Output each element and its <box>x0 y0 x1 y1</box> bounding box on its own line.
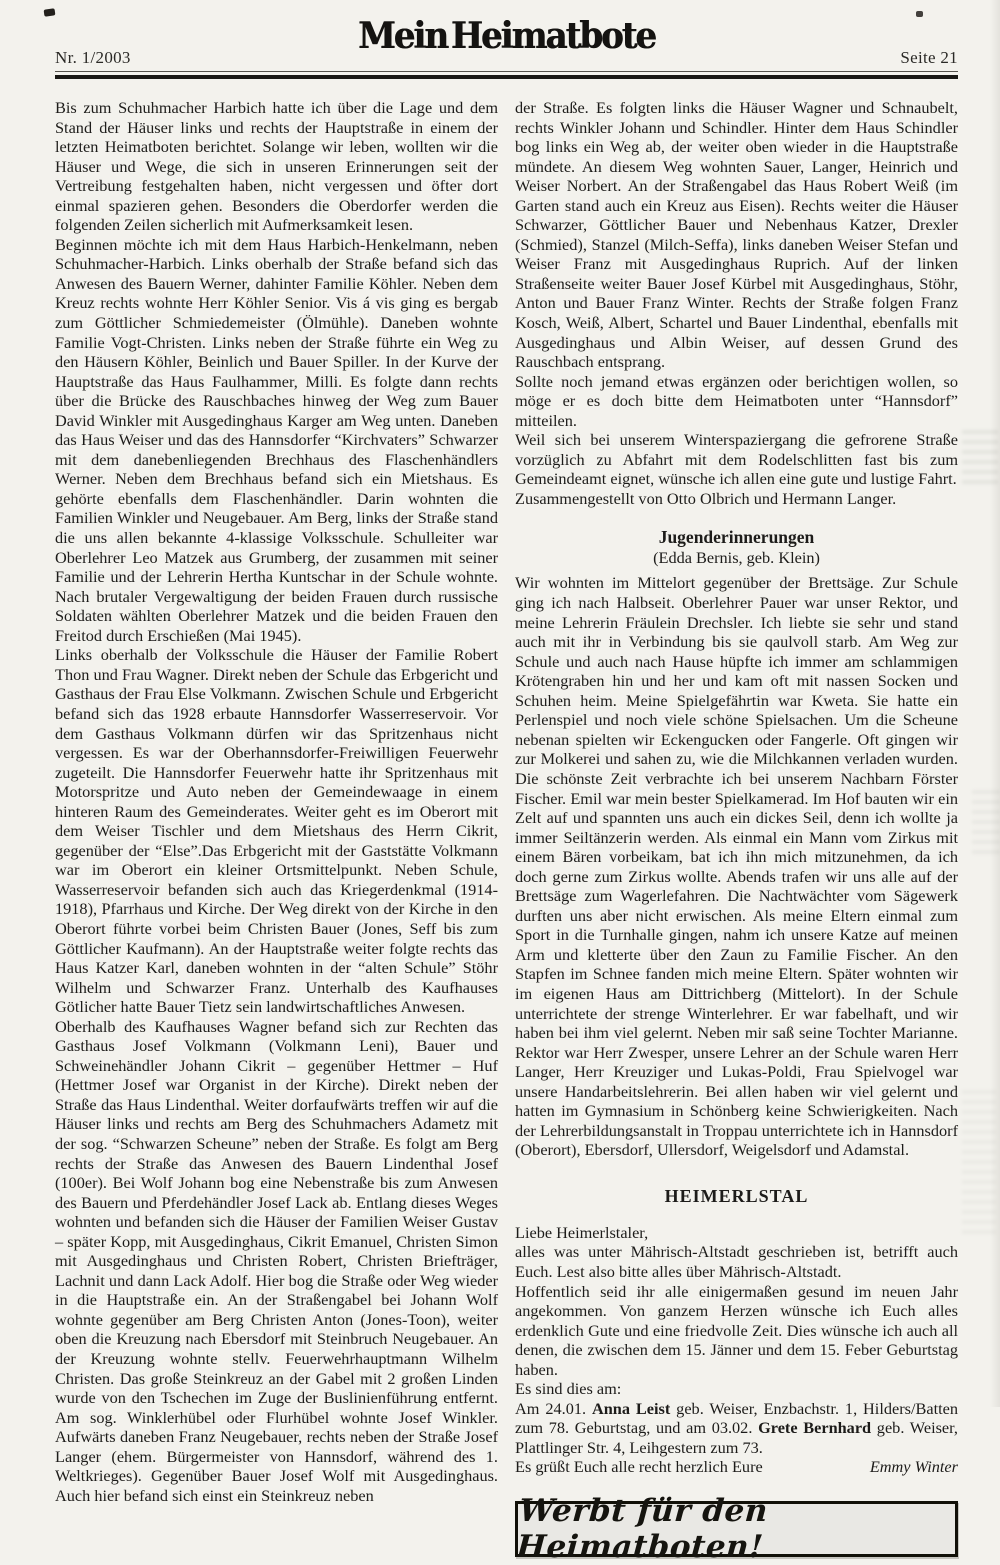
birthday-text: geb. Weiser, Plattlinger Str. 4, Leihgestern zum 73. <box>515 1418 959 1457</box>
salutation: Liebe Heimerlstaler, <box>515 1222 649 1242</box>
memoir-section-title: Jugenderinnerungen <box>658 527 815 548</box>
left-column <box>55 98 498 1557</box>
closing-text: Es grüßt Euch alle recht herzlich Eure <box>515 1457 763 1477</box>
article-paragraph: Sollte noch jemand etwas ergänzen oder berichtigen wollen, so möge er es doch bitte dem Heimatboten unter “Hannsdorf” mitteilen. <box>515 371 958 430</box>
closing-row <box>515 1457 958 1477</box>
article-paragraph: der Straße. Es folgten links die Häuser Wagner und Schnaubelt, rechts Winkler Johann und Schindler. Hinter dem Haus Schindler bog links ein Weg ab, der weiter oben wieder in die Hauptstraße mündete. An diesem Weg wohnten Sauer, Langer, Heinrich und Weiser Norbert. An der Straßengabel das Haus Robert Weiß (im Garten stand auch ein Kreuz aus Eisen). Rechts weiter die Häuser Schwarzer, Göttlicher Bauer und Nebenhaus Katzer, Drexler (Schmied), Stanzel (Milch-Seffa), links daneben Weiser Stefan und Weiser Franz mit Ausgedinghaus Ruprich. Auf der linken Straßenseite weiter Bauer Josef Kürbel mit Ausgedinghaus, Stöhr, Anton und Bauer Franz Winter. Rechts der Straße folgen Franz Kosch, Weiß, Albert, Schartel und Bauer Lindenthal, ebenfalls mit Ausgedinghaus und Albin Weiser, auf dessen Grund des Rauschbach entsprang. <box>515 98 958 372</box>
page-number: Seite 21 <box>900 48 958 67</box>
article-paragraph: Links oberhalb der Volksschule die Häuser der Familie Robert Thon und Frau Wagner. Direkt neben der Schule das Erbgericht und Gasthaus der Frau Else Volkmann. Zwischen Schule und Erbgericht befand sich das 1928 erbaute Hannsdorfer Wasserreservoir. Vor dem Gasthaus Volkmann dürfen wir das Spritzenhaus nicht vergessen. Es war der Oberhannsdorfer-Freiwilligen Feuerwehr zugeteilt. Die Hannsdorfer Feuerwehr hatte ihr Spritzenhaus mit Motorspritze und Auto neben der Gemeindewaage in einem hinteren Raum des Gemeinderates. Weiter geht es im Oberort mit dem Weiser Tischler und dem Mietshaus des Herrn Cikrit, gegenüber der “Else”.Das Erbgericht mit der Gaststätte Volkmann war im Oberort ein kleiner Ortsmittelpunkt. Neben Schule, Wasserreservoir befanden sich auch das Kriegerdenkmal (1914-1918), Pfarrhaus und Kirche. Der Weg direkt von der Kirche in den Oberort führte vorbei beim Christen Bauer (Jones, Seff bis zum Göttlicher Kaufmann). An der Hauptstraße weiter folgte rechts das Haus Katzer Karl, daneben wohnten in der “alten Schule” Stöhr Wilhelm und Schwarzer Franz. Unterhalb des Kaufhauses Götlicher hatte Bauer Tietz sein landwirtschaftliches Anwesen. <box>55 645 498 1017</box>
article-paragraph: Beginnen möchte ich mit dem Haus Harbich-Henkelmann, neben Schuhmacher-Harbich. Links oberhalb der Straße befand sich das Anwesen des Bauern Werner, dahinter Familie Köhler. Neben dem Kreuz rechts wohnte Herr Köhler Senior. Vis á vis ging es bergab zum Göttlicher Schmiedemeister (Ölmühle). Daneben wohnte Familie Vogt-Christen. Links neben der Straße führte ein Weg zu den Häusern Köhler, Beinlich und Bauer Spiller. In der Kurve der Hauptstraße das Haus Faulhammer, Milli. Es folgte dann rechts über die Brücke des Rauschbaches hinweg der Weg zum Bauer David Winkler mit Ausgedinghaus Karger am Weg unten. Daneben das Haus Weiser und das des Hannsdorfer “Kirchvaters” Schwarzer mit dem danebenliegenden Brechhaus des Flaschenhändlers Werner. Neben dem Brechhaus befand sich ein Mietshaus. Es gehörte ebenfalls dem Flaschenhändler. Darin wohnten die Familien Winkler und Neugebauer. Am Berg, links der Straße stand die uns allen bekannte 4-klassige Volksschule. Schulleiter war Oberlehrer Leo Matzek aus Grumberg, der zusammen mit seiner Familie und der Lehrerin Hertha Kuntschar in der Schule wohnte. Nach brutaler Vergewaltigung der beiden Frauen durch russische Soldaten wählten Oberlehrer Matzek und die beiden Frauen den Freitod durch Erschießen (Mai 1945). <box>55 234 498 645</box>
issue-number: Nr. 1/2003 <box>55 48 131 67</box>
birthday-name: Anna Leist <box>591 1398 671 1418</box>
birthday-name: Grete Bernhard <box>758 1418 872 1438</box>
advert-slogan: Werbt für den Heimatboten! <box>515 1493 770 1565</box>
right-column <box>515 98 959 1565</box>
scan-edge-shade <box>990 0 1000 1407</box>
masthead-logo: Mein Heimatbote <box>358 14 655 58</box>
heimerlstal-section-title: HEIMERLSTAL <box>664 1185 809 1206</box>
birthday-text: geb. Weiser, Enzbachstr. 1, Hilders/Batten zum 78. Geburtstag, und am 03.02. <box>515 1398 959 1438</box>
heimerlstal-paragraph: alles was unter Mährisch-Altstadt geschrieben ist, betrifft auch Euch. Lest also bitte alles über Mährisch-Altstadt. <box>515 1242 958 1281</box>
article-paragraph: Zusammengestellt von Otto Olbrich und Hermann Langer. <box>515 488 897 508</box>
scan-speck <box>916 11 923 17</box>
birthday-text: Am 24.01. <box>515 1398 592 1418</box>
article-paragraph: Weil sich bei unserem Winterspaziergang die gefrorene Straße vorzüglich zu Abfahrt mit dem Rodelschlitten fast bis zum Gemeindeamt eignet, wünsche ich allen eine gute und lustige Fahrt. <box>515 430 958 489</box>
article-columns <box>55 98 959 1565</box>
article-paragraph: Oberhalb des Kaufhauses Wagner befand sich zur Rechten das Gasthaus Josef Volkmann (Volkmann Leni), Bauer und Schweinehändler Johann Cikrit – gegenüber Hettmer – Huf (Hettmer Josef war Organist in der Kirche). Direkt neben der Straße das Haus Lindenthal. Weiter dorfaufwärts treffen wir auf die Häuser links und rechts am Berg des Schuhmachers Adametz mit der sog. “Schwarzen Scheune” neben der Straße. Es folgt am Berg rechts der Straße das Anwesen des Bauern Lindenthal Josef (100er). Bei Wolf Johann bog eine Nebenstraße bis zum Anwesen des Bauern und Pferdehändler Josef Lack ab. Entlang dieses Weges wohnten und befanden sich die Häuser der Familien Weiser Gustav – später Kopp, mit Ausgedinghaus, Cikrit Emanuel, Christen Simon mit Ausgedinghaus und Christen Robert, Christen Briefträger, Lachnit und dann Lack Adolf. Hier bog die Straße oder Weg wieder in die Hauptstraße ein. An der Straßengabel bei Johann Wolf wohnte gegenüber am Berg Christen Anton (Jones-Toon), weiter oben die Kreuzung nach Ebersdorf mit Steinbruch Neugebauer. An der Kreuzung wohnte stellv. Feuerwehrhauptmann Wilhelm Christen. Das große Steinkreuz an der Gabel mit 2 großen Linden wurde von den Tschechen im Zuge der Buslinienführung entfernt. Am sog. Winklerhübel oder Flurhübel wohnte Josef Winkler. Aufwärts daneben Franz Neugebauer, rechts neben der Straße Josef Langer (ehem. Bürgermeister von Hannsdorf, während des 1. Weltkrieges). Gegenüber Bauer Josef Wolf mit Ausgedinghaus. Auch hier befand sich einst ein Steinkreuz neben <box>55 1016 498 1505</box>
author-signature: Emmy Winter <box>869 1457 958 1477</box>
memoir-body: Wir wohnten im Mittelort gegenüber der Brettsäge. Zur Schule ging ich nach Halbseit. Oberlehrer Pauer war unser Rektor, und meine Lehrerin Fräulein Drechsler. Ich liebte sie sehr und stand auch mit ihr in Verbindung bis sie qaulvoll starb. Am Weg zur Schule und auch nach Hause hüpfte ich immer am schlammigen Krötengraben hin und her und kam oft mit nassen Socken und Schuhen heim. Meine Spielgefährtin war Kweta. Sie hatte ein Perlenspiel und noch viele schöne Spielsachen. Um die Scheune nebenan spielten wir Eckengucken oder Fangerle. Oft gingen wir zur Molkerei und sahen zu, wie die Milchkannen verladen wurden. Die schönste Zeit verbrachte ich bei unserem Nachbarn Förster Fischer. Emil war mein bester Spielkamerad. Im Hof bauten wir ein Zelt auf und spannten uns auch ein dickes Seil, denn ich wollte ja immer Seiltänzerin werden. Als einmal ein Mann vom Zirkus mit einem Bären vorbeikam, bat ich ihn mich mitzunehmen, da ich doch gerne zum Zirkus wollte. Abends trafen wir uns alle auf der Brettsäge zum Wagerlefahren. Die Nachtwächter vom Sägewerk durften uns aber nicht erwischen. Als meine Eltern einmal zum Sport in die Turnhalle gingen, nahm ich unsere Katze auf meinen Arm und kletterte über den Zaun zu Familie Fischer. An den Stapfen im Schnee fanden mich meine Eltern. Später wohnten wir im eigenen Haus am Dittrichberg (Mittelort). In der Schule unterrichtete der strenge Winterlehrer. Er war fabelhaft, und wir haben bei ihm viel gelernt. Neben mir saß seine Tochter Marianne. Rektor war Herr Zwesper, unsere Lehrer an der Schule waren Herr Langer, Herr Kreuziger und Lukas-Poldi, Frau Spielvogel war unsere Handarbeitslehrerin. Bei allen haben wir viel gelernt und hatten im Gymnasium in Schönberg keine Schwierigkeiten. Nach der Lehrerbildungsanstalt in Troppau unterrichtete ich in Hannsdorf (Oberort), Ebersdorf, Ullersdorf, Weigelsdorf und Adamstal. <box>515 573 958 1160</box>
memoir-byline: (Edda Bernis, geb. Klein) <box>653 548 820 568</box>
page-header <box>55 14 958 80</box>
birthday-intro: Es sind dies am: <box>515 1379 622 1399</box>
article-paragraph: Bis zum Schuhmacher Harbich hatte ich über die Lage und dem Stand der Häuser links und rechts der Hauptstraße in einem der letzten Heimatboten berichtet. Solange wir leben, wollten wir die Häuser und Wege, die sich in unseren Erinnerungen seit der Vertreibung festgehalten haben, nicht vergessen und öfter dort einmal spazieren gehen. Besonders die Oberdorfer werden die folgenden Zeilen sicherlich mit Aufmerksamkeit lesen. <box>55 98 498 235</box>
heimerlstal-paragraph: Hoffentlich seid ihr alle einigermaßen gesund im neuen Jahr angekommen. Von ganzem Herzen wünsche ich Euch alles erdenklich Gute und eine friedvolle Zeit. Dies wünsche ich auch all denen, die zwischen dem 15. Jänner und dem 15. Feber Geburtstag haben. <box>515 1281 958 1379</box>
header-rule-thick <box>55 75 958 79</box>
birthday-paragraph <box>515 1399 958 1458</box>
header-rule-thin <box>55 71 958 72</box>
advert-box <box>515 1493 958 1565</box>
